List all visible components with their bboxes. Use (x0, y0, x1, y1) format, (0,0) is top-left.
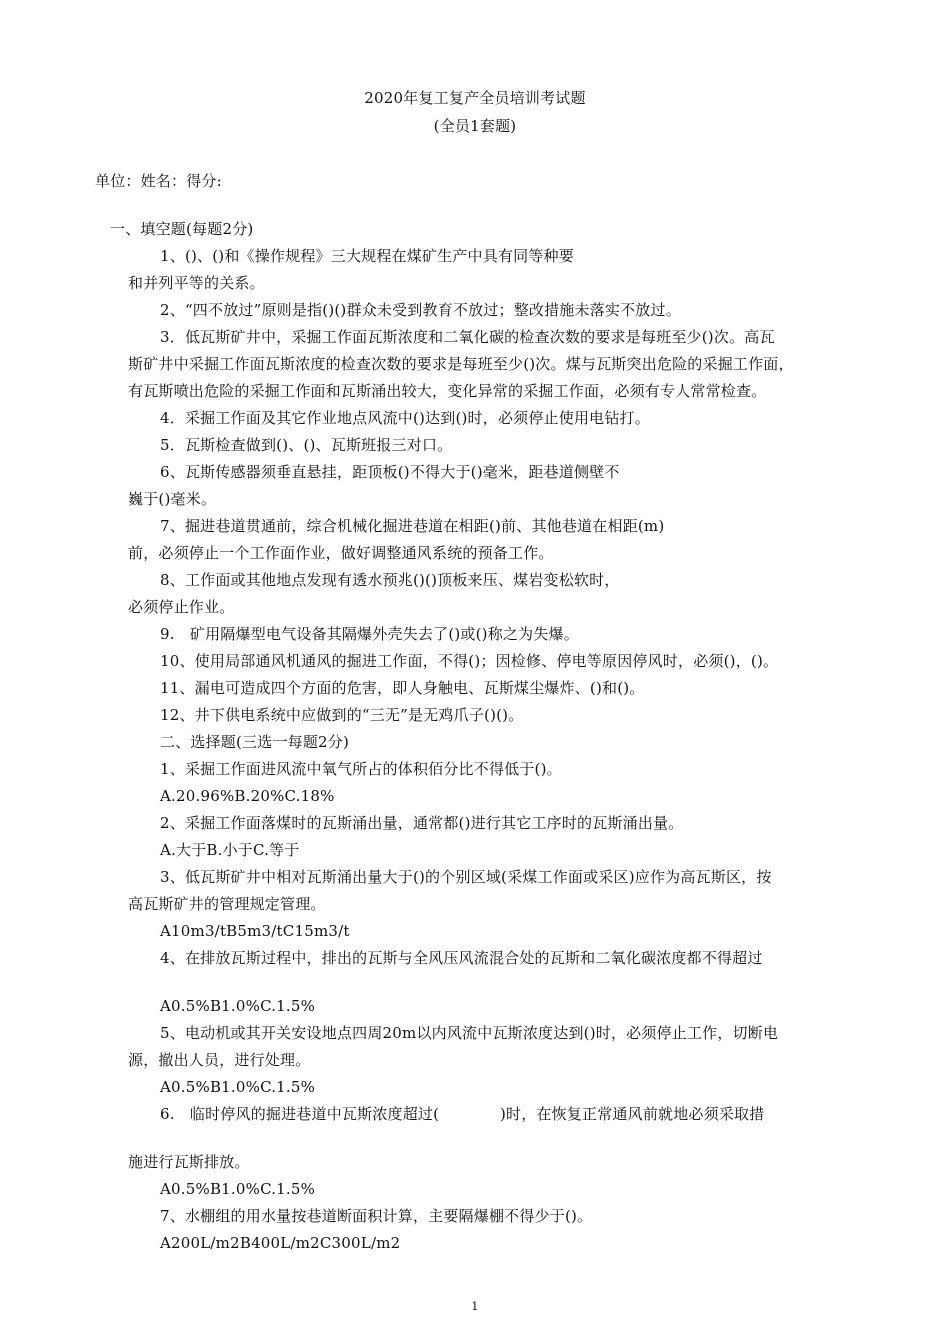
question-text: 高瓦斯矿井的管理规定管理。 (128, 895, 326, 913)
question-text: 前，必须停止一个工作面作业，做好调整通风系统的预备工作。 (128, 544, 554, 562)
answer-options: A0.5%B1.0%C.1.5% (160, 1180, 316, 1198)
info-line: 单位：姓名：得分: (95, 172, 222, 190)
question-text: 12、井下供电系统中应做到的“三无”是无鸡爪子()()。 (160, 706, 524, 724)
question-text: 2、采掘工作面落煤时的瓦斯涌出量，通常都()进行其它工序时的瓦斯涌出量。 (160, 814, 684, 832)
question-text: 11、漏电可造成四个方面的危害，即人身触电、瓦斯煤尘爆炸、()和()。 (160, 679, 645, 697)
answer-options: A10m3/tB5m3/tC15m3/t (160, 922, 350, 940)
page-number: 1 (471, 1300, 479, 1313)
question-text: 斯矿井中采掘工作面瓦斯浓度的检查次数的要求是每班至少()次。煤与瓦斯突出危险的采掘工作面， (128, 355, 794, 373)
answer-options: A200L/m2B400L/m2C300L/m2 (160, 1234, 401, 1252)
question-text: 施进行瓦斯排放。 (128, 1153, 250, 1171)
question-text: 1、()、()和《操作规程》三大规程在煤矿生产中具有同等种要 (160, 247, 574, 265)
question-text: 1、采掘工作面进风流中氧气所占的体积佰分比不得低于()。 (160, 760, 562, 778)
section-heading-fill: 一、填空题(每题2分) (110, 220, 254, 238)
page-title: 2020年复工复产全员培训考试题 (364, 89, 586, 107)
question-text: 必须停止作业。 (128, 598, 235, 616)
answer-options: A.大于B.小于C.等于 (160, 841, 300, 859)
question-text: 6、瓦斯传感器须垂直悬挂，距顶板()不得大于()毫米，距巷道侧壁不 (160, 463, 620, 481)
answer-options: A0.5%B1.0%C.1.5% (160, 1078, 316, 1096)
question-text: 7、掘进巷道贯通前，综合机械化掘进巷道在相距()前、其他巷道在相距(m) (160, 517, 665, 535)
page-subtitle: (全员1套题) (433, 117, 517, 135)
question-text: 有瓦斯喷出危险的采掘工作面和瓦斯涌出较大，变化异常的采掘工作面，必须有专人常常检查。 (128, 382, 767, 400)
answer-options: A0.5%B1.0%C.1.5% (160, 997, 316, 1015)
question-text: 9. 矿用隔爆型电气设备其隔爆外壳失去了()或()称之为失爆。 (160, 625, 579, 643)
question-text: 7、水棚组的用水量按巷道断面积计算，主要隔爆棚不得少于()。 (160, 1207, 593, 1225)
answer-options: A.20.96%B.20%C.18% (160, 787, 335, 805)
question-text: 8、工作面或其他地点发现有透水预兆()()顶板来压、煤岩变松软时， (160, 571, 620, 589)
question-text: 10、使用局部通风机通风的掘进工作面，不得()；因检修、停电等原因停风时，必须()，()。 (160, 652, 779, 670)
question-text: 3．低瓦斯矿井中，采掘工作面瓦斯浓度和二氧化碳的检查次数的要求是每班至少()次。高瓦 (160, 328, 775, 346)
question-text: 巍于()毫米。 (128, 490, 217, 508)
question-text: 4、在排放瓦斯过程中，排出的瓦斯与全风压风流混合处的瓦斯和二氧化碳浓度都不得超过 (160, 949, 763, 967)
question-text: 4．采掘工作面及其它作业地点风流中()达到()时，必须停止使用电钻打。 (160, 409, 650, 427)
question-text: 5．瓦斯检查做到()、()、瓦斯班报三对口。 (160, 436, 453, 454)
section-heading-choice: 二、选择题(三选一每题2分) (160, 733, 350, 751)
question-text: 6. 临时停风的掘进巷道中瓦斯浓度超过( )时，在恢复正常通风前就地必须采取措 (160, 1105, 765, 1123)
question-text: 源，撤出人员，进行处理。 (128, 1051, 311, 1069)
question-text: 3、低瓦斯矿井中相对瓦斯涌出量大于()的个别区域(采煤工作面或采区)应作为高瓦斯区，按 (160, 868, 772, 886)
question-text: 和并列平等的关系。 (128, 274, 265, 292)
question-text: 5、电动机或其开关安设地点四周20m以内风流中瓦斯浓度达到()时，必须停止工作，切断电 (160, 1024, 779, 1042)
question-text: 2、“四不放过”原则是指()()群众未受到教育不放过；整改措施未落实不放过。 (160, 301, 681, 319)
